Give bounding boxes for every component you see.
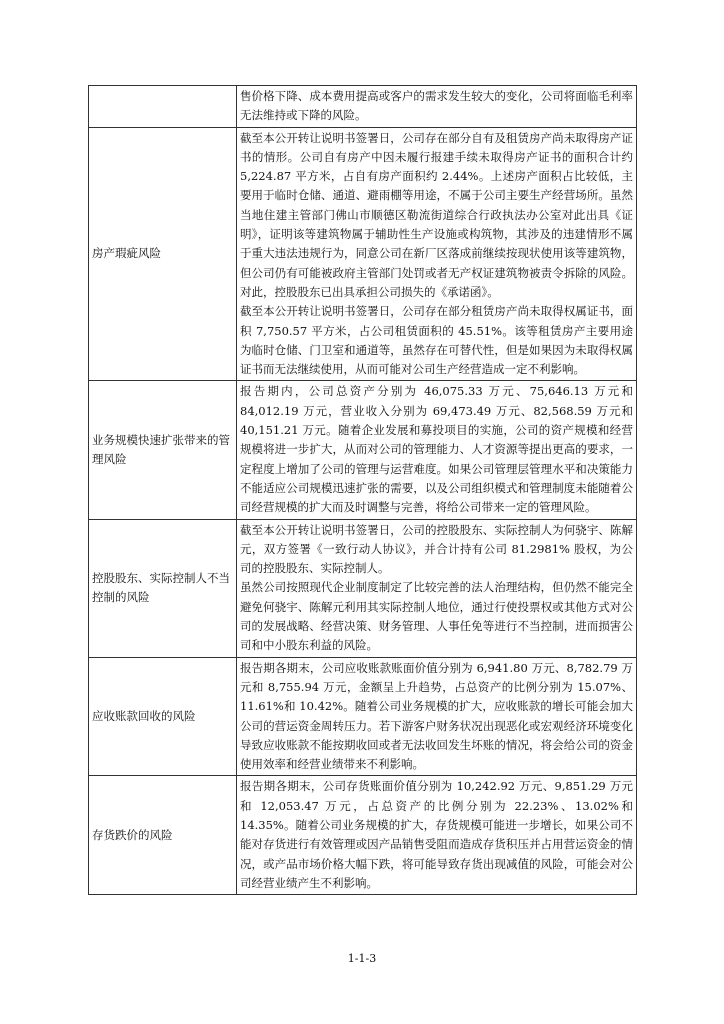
risk-name: 控股股东、实际控制人不当控制的风险 xyxy=(89,519,237,657)
risk-name: 存货跌价的风险 xyxy=(89,776,237,895)
risk-paragraph: 报告期各期末，公司存货账面价值分别为 10,242.92 万元、9,851.29 万元和 12,053.47 万元，占总资产的比例分别为 22.23%、13.02%和 14.35%。随着公司业务规模的扩大，存货规模可能进一步增长，如果公司不能对存货进行有效管理或因产品销售受阻而造成存货积压并占用营运资金的情况，或产品市场价格大幅下跌，将可能导致存货出现减值的风险，可能会对公司经营业绩产生不利影响。 xyxy=(240,779,633,890)
risk-paragraph: 报告期各期末，公司应收账款账面价值分别为 6,941.80 万元、8,782.79 万元和 8,755.94 万元，金额呈上升趋势，占总资产的比例分别为 15.07%、11.61%和 10.42%。随着公司业务规模的扩大，应收账款的增长可能会加大公司的营运资金周转压力。若下游客户财务状况出现恶化或宏观经济环境变化导致应收账款不能按期收回或者无法收回发生坏账的情况，将会给公司的资金使用效率和经营业绩带来不利影响。 xyxy=(240,660,633,772)
risk-table xyxy=(88,85,637,895)
risk-description xyxy=(237,657,637,776)
risk-name: 业务规模快速扩张带来的管理风险 xyxy=(89,381,237,519)
risk-description xyxy=(237,776,637,895)
risk-description xyxy=(237,519,637,657)
risk-name: 应收账款回收的风险 xyxy=(89,657,237,776)
risk-row xyxy=(89,86,637,128)
risk-row xyxy=(89,519,637,657)
page-number: 1-1-3 xyxy=(347,952,377,965)
risk-description xyxy=(237,127,637,381)
risk-paragraph: 截至本公开转让说明书签署日，公司存在部分自有及租赁房产尚未取得房产证书的情形。公司自有房产中因未履行报建手续未取得房产证书的面积合计约 5,224.87 平方米，占自有房产面积约 2.44%。上述房产面积占比较低，主要用于临时仓储、通道、避雨棚等用途，不属于公司主要生产经营场所。虽然当地住建主管部门佛山市顺德区勒流街道综合行政执法办公室对此出具《证明》，证明该等建筑物属于辅助性生产设施或构筑物，其涉及的违建情形不属于重大违法违规行为，同意公司在新厂区落成前继续按现状使用该等建筑物，但公司仍有可能被政府主管部门处罚或者无产权证建筑物被责令拆除的风险。对此，控股股东已出具承担公司损失的《承诺函》。 xyxy=(240,130,633,299)
risk-paragraph: 报告期内，公司总资产分别为 46,075.33 万元、75,646.13 万元和 84,012.19 万元，营业收入分别为 69,473.49 万元、82,568.59 万元和 40,151.21 万元。随着企业发展和募投项目的实施，公司的资产规模和经营规模将进一步扩大，从而对公司的管理能力、人才资源等提出更高的要求，一定程度上增加了公司的管理与运营难度。如果公司管理层管理水平和决策能力不能适应公司规模迅速扩张的需要，以及公司组织模式和管理制度未能随着公司经营规模的扩大而及时调整与完善，将给公司带来一定的管理风险。 xyxy=(240,384,633,515)
risk-row xyxy=(89,127,637,381)
risk-paragraph: 售价格下降、成本费用提高或客户的需求发生较大的变化，公司将面临毛利率无法维持或下降的风险。 xyxy=(240,89,633,123)
risk-paragraph: 截至本公开转让说明书签署日，公司的控股股东、实际控制人为何骁宇、陈解元，双方签署《一致行动人协议》，并合计持有公司 81.2981% 股权，为公司的控股股东、实际控制人。 xyxy=(240,522,633,576)
risk-description xyxy=(237,86,637,128)
risk-description xyxy=(237,381,637,519)
risk-row xyxy=(89,381,637,519)
risk-name xyxy=(89,86,237,128)
risk-paragraph: 虽然公司按照现代企业制度制定了比较完善的法人治理结构，但仍然不能完全避免何骁宇、陈解元利用其实际控制人地位，通过行使投票权或其他方式对公司的发展战略、经营决策、财务管理、人事任免等进行不当控制，进而损害公司和中小股东利益的风险。 xyxy=(240,580,633,653)
risk-name: 房产瑕疵风险 xyxy=(89,127,237,381)
risk-row xyxy=(89,657,637,776)
risk-row xyxy=(89,776,637,895)
risk-paragraph: 截至本公开转让说明书签署日，公司存在部分租赁房产尚未取得权属证书，面积 7,750.57 平方米，占公司租赁面积的 45.51%。该等租赁房产主要用途为临时仓储、门卫室和通道等，虽然存在可替代性，但是如果因为未取得权属证书而无法继续使用，从而可能对公司生产经营造成一定不利影响。 xyxy=(240,304,633,377)
